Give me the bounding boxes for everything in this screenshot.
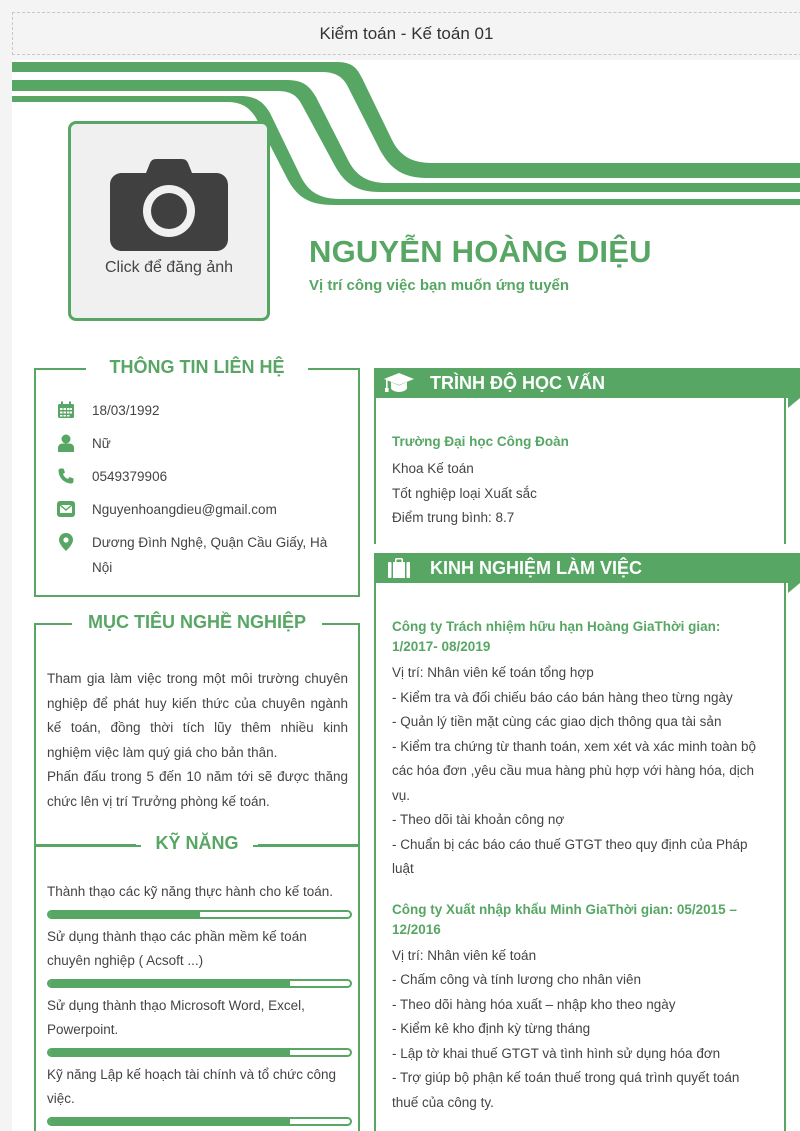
job-line: - Kiểm tra và đối chiếu báo cáo bán hàng theo từng ngày <box>392 689 733 705</box>
skill-label[interactable]: Thành thạo các kỹ năng thực hành cho kế toán. <box>47 884 333 899</box>
job-line: - Kiểm kê kho định kỳ từng tháng <box>392 1021 591 1036</box>
job-line: - Chấm công và tính lương cho nhân viên <box>392 972 642 987</box>
ribbon-fold <box>788 583 800 593</box>
job-heading: Công ty Trách nhiệm hữu hạn Hoàng GiaThời gian: 1/2017- 08/2019 <box>392 619 721 654</box>
job-line: Vị trí: Nhân viên kế toán tổng hợp <box>392 665 594 680</box>
job-heading: Công ty Xuất nhập khẩu Minh GiaThời gian: 05/2015 – 12/2016 <box>392 901 737 937</box>
education-line: Điểm trung bình: 8.7 <box>392 510 515 525</box>
user-icon <box>56 433 76 453</box>
briefcase-icon <box>384 557 414 579</box>
contact-item-dob[interactable] <box>56 398 348 423</box>
experience-body <box>374 583 786 1131</box>
job-entry[interactable] <box>392 900 768 1116</box>
skill-item <box>47 880 348 919</box>
job-entry[interactable] <box>392 617 768 882</box>
skill-progress-fill <box>49 981 290 986</box>
contact-item-email[interactable] <box>56 497 348 522</box>
contact-title: THÔNG TIN LIÊN HỆ <box>36 357 358 378</box>
skill-item <box>47 1063 348 1126</box>
skills-title: KỸ NĂNG <box>36 833 358 854</box>
template-title: Kiểm toán - Kế toán 01 <box>319 23 494 43</box>
skill-progress-fill <box>49 1119 290 1124</box>
contact-item-address[interactable] <box>56 530 348 580</box>
job-line: - Quản lý tiền mặt cùng các giao dịch thông qua tài sản <box>392 714 722 729</box>
ribbon-fold <box>788 398 800 408</box>
skill-label[interactable]: Kỹ năng Lập kế hoạch tài chính và tổ chức công việc. <box>47 1066 336 1106</box>
skill-progress-fill <box>49 1050 290 1055</box>
education-line: Tốt nghiệp loại Xuất sắc <box>392 485 537 501</box>
skill-item <box>47 925 348 988</box>
job-line: - Theo dõi tài khoản công nợ <box>392 812 565 827</box>
skills-list <box>47 880 348 1131</box>
job-line: - Chuẩn bị các báo cáo thuế GTGT theo quy định của Pháp luật <box>392 836 748 876</box>
graduation-cap-icon <box>384 372 414 394</box>
education-section <box>374 368 800 544</box>
phone-icon <box>56 466 76 486</box>
candidate-name[interactable]: NGUYỄN HOÀNG DIỆU <box>309 234 652 269</box>
objective-title: MỤC TIÊU NGHỀ NGHIỆP <box>36 612 358 633</box>
job-line: - Theo dõi hàng hóa xuất – nhập kho theo ngày <box>392 996 676 1012</box>
objective-paragraph: Tham gia làm việc trong một môi trường chuyên nghiệp để phát huy kiến thức của chuyên ngành kế toán, đồng thời tích lũy thêm nhiều kinh nghiệm việc làm quý giá cho bản thân. <box>47 671 348 760</box>
contact-item-gender[interactable] <box>56 431 348 456</box>
template-title-bar <box>12 12 800 55</box>
skill-progress-bar[interactable] <box>47 910 352 919</box>
job-line: - Trợ giúp bộ phận kế toán thuế trong quá trình quyết toán thuế của công ty. <box>392 1070 740 1110</box>
contact-email: Nguyenhoangdieu@gmail.com <box>92 502 277 517</box>
contact-list <box>56 398 348 588</box>
experience-title: KINH NGHIỆM LÀM VIỆC <box>430 557 643 578</box>
job-line: - Kiểm tra chứng từ thanh toán, xem xét và xác minh toàn bộ các hóa đơn ,yêu cầu mua hàng phù hợp với hàng hóa, dịch vụ. <box>392 738 757 803</box>
skill-progress-bar[interactable] <box>47 1048 352 1057</box>
objective-paragraph: Phấn đấu trong 5 đến 10 năm tới sẽ được thăng chức lên vị trí Trưởng phòng kế toán. <box>47 769 348 809</box>
location-icon <box>56 532 76 552</box>
contact-address: Dương Đình Nghệ, Quận Cầu Giấy, Hà Nội <box>92 535 328 575</box>
cv-page <box>12 60 800 1131</box>
contact-phone: 0549379906 <box>92 469 168 484</box>
experience-header <box>374 553 800 583</box>
camera-icon <box>110 159 228 251</box>
skill-progress-bar[interactable] <box>47 979 352 988</box>
skills-section <box>34 833 360 1131</box>
job-line: Vị trí: Nhân viên kế toán <box>392 947 537 963</box>
education-header <box>374 368 800 398</box>
skill-label[interactable]: Sử dụng thành thạo các phần mềm kế toán chuyên nghiệp ( Acsoft ...) <box>47 928 307 968</box>
photo-upload-label: Click để đăng ảnh <box>104 259 234 276</box>
skill-progress-bar[interactable] <box>47 1117 352 1126</box>
email-icon <box>56 499 76 519</box>
education-line: Khoa Kế toán <box>392 461 474 476</box>
photo-upload-button[interactable] <box>68 121 270 321</box>
calendar-icon <box>56 400 76 420</box>
skill-item <box>47 994 348 1057</box>
contact-dob: 18/03/1992 <box>92 403 160 418</box>
objective-text[interactable] <box>47 667 348 814</box>
contact-item-phone[interactable] <box>56 464 348 489</box>
contact-section <box>34 357 360 597</box>
desired-position[interactable]: Vị trí công việc bạn muốn ứng tuyển <box>309 277 570 294</box>
skill-label[interactable]: Sử dụng thành thạo Microsoft Word, Excel, Powerpoint. <box>47 997 305 1037</box>
objective-section <box>34 612 360 847</box>
contact-gender: Nữ <box>92 436 111 451</box>
job-line: - Lập tờ khai thuế GTGT và tình hình sử dụng hóa đơn <box>392 1045 721 1061</box>
education-title: TRÌNH ĐỘ HỌC VẤN <box>430 372 605 393</box>
education-body[interactable] <box>374 398 786 544</box>
experience-section <box>374 553 800 1131</box>
education-school: Trường Đại học Công Đoàn <box>392 434 569 449</box>
skill-progress-fill <box>49 912 200 917</box>
